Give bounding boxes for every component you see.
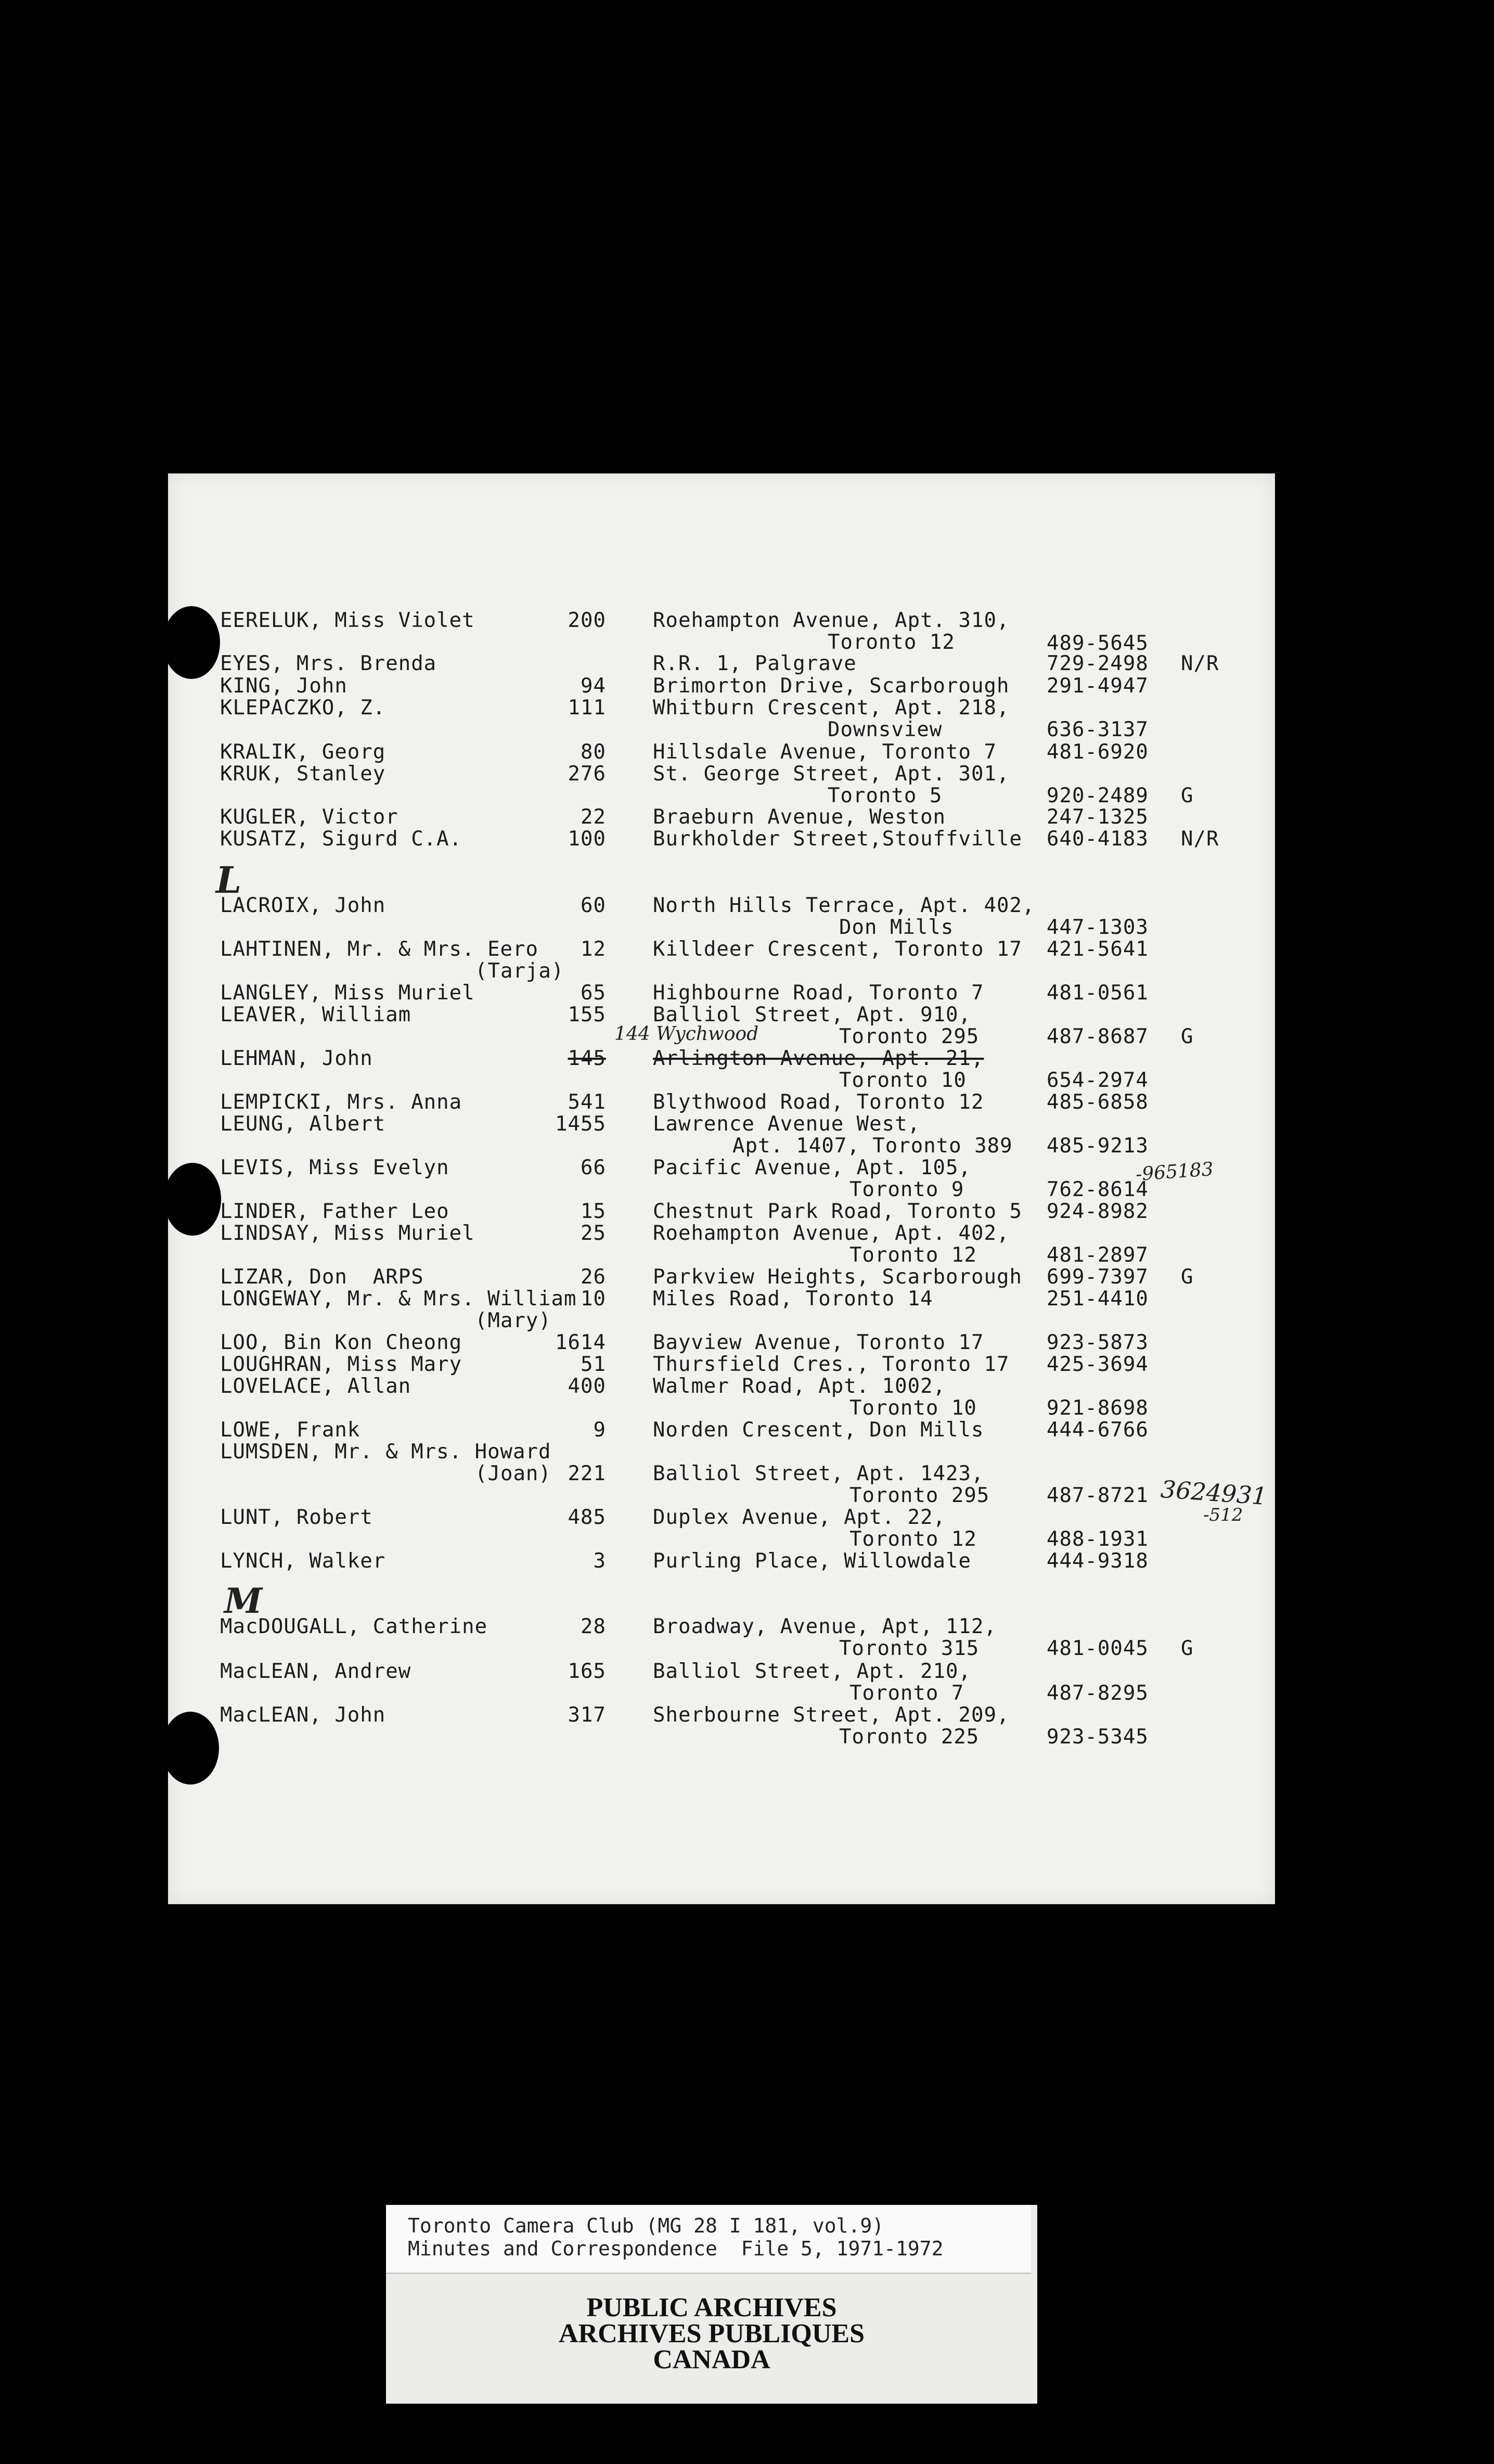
entry-address: Roehampton Avenue, Apt. 402, [653, 1222, 1010, 1245]
entry-number: 80 [581, 740, 606, 764]
entry-address: Duplex Avenue, Apt. 22, [653, 1506, 946, 1529]
entry-address: Balliol Street, Apt. 1423, [653, 1462, 984, 1485]
entry-address-line2: Toronto 12 [849, 1528, 977, 1551]
entry-name: EYES, Mrs. Brenda [220, 652, 437, 675]
punch-hole-bottom [162, 1712, 219, 1785]
entry-number: 25 [581, 1222, 606, 1245]
entry-number: 1455 [555, 1112, 606, 1136]
entry-phone: 247-1325 [1047, 805, 1149, 829]
entry-address: Roehampton Avenue, Apt. 310, [653, 609, 1010, 632]
entry-number: 200 [568, 609, 606, 632]
entry-phone: 640-4183 [1047, 827, 1149, 851]
entry-address: Lawrence Avenue West, [653, 1112, 921, 1136]
entry-address: Bayview Avenue, Toronto 17 [653, 1331, 984, 1354]
entry-address-line2: Toronto 10 [839, 1069, 967, 1092]
entry-phone: 481-6920 [1047, 740, 1149, 764]
directory-page [168, 473, 1275, 1904]
entry-note: G [1181, 784, 1194, 807]
entry-address: Thursfield Cres., Toronto 17 [653, 1353, 1010, 1376]
entry-address-line2: Apt. 1407, Toronto 389 [732, 1134, 1013, 1158]
entry-name: LIZAR, Don ARPS [220, 1265, 424, 1289]
archive-label-card [386, 2205, 1037, 2404]
entry-address: Miles Road, Toronto 14 [653, 1287, 933, 1311]
entry-name: LOO, Bin Kon Cheong [220, 1331, 462, 1354]
handwritten-address-correction: 144 Wychwood [614, 1023, 759, 1045]
entry-number: 155 [568, 1003, 606, 1026]
entry-number: 400 [568, 1375, 606, 1398]
entry-name: LINDER, Father Leo [220, 1200, 449, 1223]
entry-phone: 481-0045 [1047, 1637, 1149, 1660]
entry-name: MacLEAN, John [220, 1703, 386, 1727]
entry-address: R.R. 1, Palgrave [653, 652, 857, 675]
entry-name: LOVELACE, Allan [220, 1375, 411, 1398]
entry-number: 1614 [555, 1331, 606, 1354]
entry-number: 111 [568, 696, 606, 720]
entry-phone: 447-1303 [1047, 916, 1149, 939]
archive-reference-strip [386, 2205, 1031, 2274]
entry-name: EERELUK, Miss Violet [220, 609, 475, 632]
entry-phone: 487-8721 [1047, 1484, 1149, 1507]
entry-name: MacDOUGALL, Catherine [220, 1615, 488, 1638]
entry-number: 165 [568, 1660, 606, 1683]
entry-note: N/R [1181, 652, 1219, 675]
entry-name: LOUGHRAN, Miss Mary [220, 1353, 462, 1376]
entry-number: 317 [568, 1703, 606, 1727]
entry-number: 15 [581, 1200, 606, 1223]
entry-phone: 291-4947 [1047, 674, 1149, 698]
entry-name: LEUNG, Albert [220, 1112, 386, 1136]
entry-address-line2: Toronto 315 [839, 1637, 980, 1660]
entry-name: LEAVER, William [220, 1003, 411, 1026]
entry-number: 3 [593, 1549, 606, 1573]
entry-number: 221 [568, 1462, 606, 1485]
handwritten-alt-phone: -965183 [1135, 1158, 1214, 1186]
handwritten-section-letter-l: L [216, 858, 242, 902]
entry-name: KUGLER, Victor [220, 805, 398, 829]
entry-note: G [1181, 1637, 1194, 1660]
entry-name: LUMSDEN, Mr. & Mrs. Howard [220, 1440, 551, 1464]
entry-number: 28 [581, 1615, 606, 1638]
entry-phone: 487-8687 [1047, 1025, 1149, 1048]
entry-number: 51 [581, 1353, 606, 1376]
entry-address: Killdeer Crescent, Toronto 17 [653, 938, 1022, 961]
entry-name: KUSATZ, Sigurd C.A. [220, 827, 462, 851]
entry-address: Purling Place, Willowdale [653, 1549, 971, 1573]
archive-stamp-line2: ARCHIVES PUBLIQUES [558, 2319, 865, 2348]
entry-name-spouse: (Mary) [475, 1309, 551, 1332]
entry-phone: 481-2897 [1047, 1243, 1149, 1267]
entry-phone: 444-6766 [1047, 1418, 1149, 1442]
entry-address: Hillsdale Avenue, Toronto 7 [653, 740, 997, 764]
entry-note: G [1181, 1025, 1194, 1048]
entry-number: 66 [581, 1156, 606, 1179]
entry-name: KLEPACZKO, Z. [220, 696, 386, 720]
entry-address-line2: Toronto 12 [828, 631, 955, 654]
entry-name: LANGLEY, Miss Muriel [220, 981, 475, 1005]
entry-address-line2: Toronto 12 [849, 1243, 977, 1267]
entry-note: G [1181, 1265, 1194, 1289]
entry-address: Walmer Road, Apt. 1002, [653, 1375, 946, 1398]
entry-address: Arlington Avenue, Apt. 21, [653, 1047, 984, 1070]
entry-address: Blythwood Road, Toronto 12 [653, 1090, 984, 1114]
entry-number: 60 [581, 894, 606, 917]
entry-phone: 636-3137 [1047, 718, 1149, 741]
entry-name: LYNCH, Walker [220, 1549, 386, 1573]
entry-name: LAHTINEN, Mr. & Mrs. Eero [220, 938, 538, 961]
entry-phone: 421-5641 [1047, 938, 1149, 961]
entry-phone: 924-8982 [1047, 1200, 1149, 1223]
entry-number: 65 [581, 981, 606, 1005]
entry-phone: 489-5645 [1047, 632, 1149, 655]
entry-name-spouse: (Tarja) [475, 959, 564, 983]
entry-number: 485 [568, 1506, 606, 1529]
entry-phone: 762-8614 [1047, 1178, 1149, 1201]
entry-address: Pacific Avenue, Apt. 105, [653, 1156, 971, 1179]
entry-number: 94 [581, 674, 606, 698]
entry-note: N/R [1181, 827, 1219, 851]
entry-phone: 251-4410 [1047, 1287, 1149, 1311]
entry-address: Balliol Street, Apt. 910, [653, 1003, 971, 1026]
entry-phone: 923-5345 [1047, 1725, 1149, 1749]
entry-phone: 923-5873 [1047, 1331, 1149, 1354]
entry-name: KRALIK, Georg [220, 740, 386, 764]
entry-phone: 444-9318 [1047, 1549, 1149, 1573]
entry-name-spouse: (Joan) [475, 1462, 551, 1485]
entry-phone: 920-2489 [1047, 784, 1149, 807]
entry-name: KING, John [220, 674, 347, 698]
entry-name: LUNT, Robert [220, 1506, 373, 1529]
entry-phone: 488-1931 [1047, 1528, 1149, 1551]
entry-address-line2: Toronto 295 [849, 1484, 990, 1507]
entry-address: Parkview Heights, Scarborough [653, 1265, 1022, 1289]
entry-phone: 481-0561 [1047, 981, 1149, 1005]
entry-address-line2: Toronto 9 [849, 1178, 964, 1201]
entry-address: Chestnut Park Road, Toronto 5 [653, 1200, 1022, 1223]
entry-phone: 485-9213 [1047, 1134, 1149, 1158]
entry-address: Highbourne Road, Toronto 7 [653, 981, 984, 1005]
entry-number: 100 [568, 827, 606, 851]
entry-phone: 921-8698 [1047, 1396, 1149, 1420]
entry-name: LOWE, Frank [220, 1418, 360, 1442]
handwritten-alt-phone: 3624931 [1160, 1474, 1268, 1511]
entry-number: 145 [568, 1047, 606, 1070]
entry-name: KRUK, Stanley [220, 762, 386, 786]
punch-hole-top [163, 606, 220, 679]
entry-number: 22 [581, 805, 606, 829]
entry-phone: 729-2498 [1047, 652, 1149, 675]
entry-number: 12 [581, 938, 606, 961]
entry-address-line2: Toronto 225 [839, 1725, 980, 1749]
handwritten-section-letter-m: M [224, 1581, 263, 1621]
entry-number: 26 [581, 1265, 606, 1289]
archive-stamp-line1: PUBLIC ARCHIVES [586, 2293, 837, 2322]
entry-number: 9 [593, 1418, 606, 1442]
handwritten-phone-ext: -512 [1203, 1505, 1243, 1525]
entry-phone: 485-6858 [1047, 1090, 1149, 1114]
entry-address-line2: Toronto 7 [849, 1682, 964, 1705]
entry-address: St. George Street, Apt. 301, [653, 762, 1010, 786]
entry-number: 276 [568, 762, 606, 786]
archive-stamp-line3: CANADA [653, 2345, 770, 2375]
entry-phone: 654-2974 [1047, 1069, 1149, 1092]
entry-phone: 487-8295 [1047, 1682, 1149, 1705]
entry-number: 10 [581, 1287, 606, 1311]
entry-name: LINDSAY, Miss Muriel [220, 1222, 475, 1245]
entry-address-line2: Toronto 10 [849, 1396, 977, 1420]
archive-reference-line1: Toronto Camera Club (MG 28 I 181, vol.9) [408, 2214, 884, 2237]
entry-address: Braeburn Avenue, Weston [653, 805, 946, 829]
entry-address: Whitburn Crescent, Apt. 218, [653, 696, 1010, 720]
entry-address: Sherbourne Street, Apt. 209, [653, 1703, 1010, 1727]
entry-phone: 699-7397 [1047, 1265, 1149, 1289]
entry-name: LEMPICKI, Mrs. Anna [220, 1090, 462, 1114]
entry-address: Burkholder Street,Stouffville [653, 827, 1022, 851]
entry-name: LACROIX, John [220, 894, 386, 917]
entry-address: Norden Crescent, Don Mills [653, 1418, 984, 1442]
entry-address: Balliol Street, Apt. 210, [653, 1660, 971, 1683]
entry-address: Brimorton Drive, Scarborough [653, 674, 1010, 698]
punch-hole-middle [164, 1163, 221, 1236]
entry-address-line2: Toronto 5 [828, 784, 943, 807]
entry-name: LEHMAN, John [220, 1047, 373, 1070]
entry-address-line2: Don Mills [839, 916, 954, 939]
entry-number: 541 [568, 1090, 606, 1114]
archive-reference-line2: Minutes and Correspondence File 5, 1971-1972 [408, 2237, 944, 2260]
entry-name: MacLEAN, Andrew [220, 1660, 411, 1683]
entry-address: North Hills Terrace, Apt. 402, [653, 894, 1035, 917]
entry-name: LEVIS, Miss Evelyn [220, 1156, 449, 1179]
entry-address: Broadway, Avenue, Apt, 112, [653, 1615, 997, 1638]
entry-name: LONGEWAY, Mr. & Mrs. William [220, 1287, 577, 1311]
entry-address-line2: Downsview [828, 718, 943, 741]
entry-address-line2: Toronto 295 [839, 1025, 980, 1048]
entry-phone: 425-3694 [1047, 1353, 1149, 1376]
